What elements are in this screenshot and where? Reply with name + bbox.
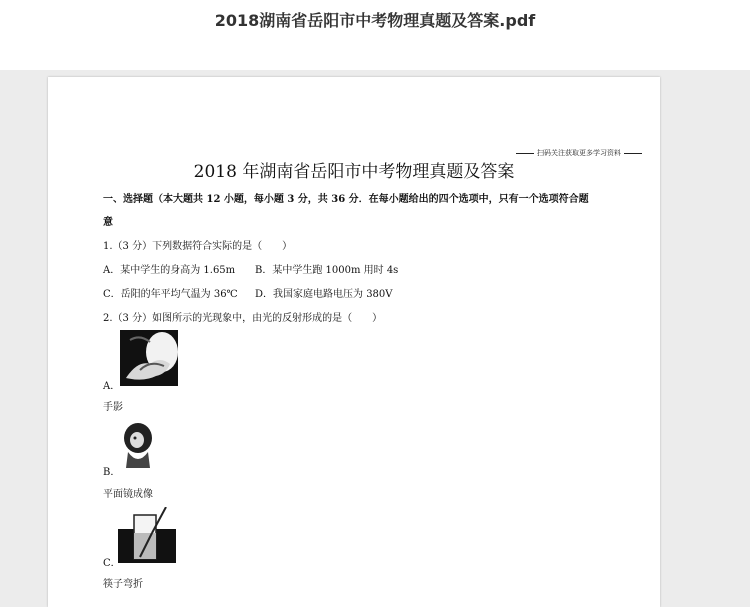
question-2-option-a-letter: A． [103, 381, 121, 392]
question-1-options-cd [103, 285, 393, 300]
qr-note-dash-right [624, 153, 642, 154]
question-2-stem: 2.（3 分）如图所示的光现象中，由光的反射形成的是（ ） [103, 313, 383, 324]
question-2-option-b-letter: B． [103, 467, 121, 478]
title-bar [0, 0, 750, 70]
question-1-options-ab [103, 261, 398, 276]
question-1-option-d: D．我国家庭电路电压为 380V [255, 289, 393, 300]
question-2-option-c-letter: C． [103, 558, 121, 569]
question-2-option-c-caption: 筷子弯折 [103, 579, 143, 590]
question-2-option-a-caption: 手影 [103, 402, 123, 413]
question-1-option-c: C．岳阳的年平均气温为 36℃ [103, 289, 238, 300]
mirror-image [120, 420, 156, 470]
question-1-stem: 1.（3 分）下列数据符合实际的是（ ） [103, 241, 293, 252]
bent-chopstick-image [118, 507, 176, 563]
file-title: 2018湖南省岳阳市中考物理真题及答案.pdf [214, 11, 536, 30]
question-1-option-a: A．某中学生的身高为 1.65m [103, 265, 236, 276]
qr-note-dash-left [516, 153, 534, 154]
section-heading-line1: 一、选择题（本大题共 12 小题，每小题 3 分，共 36 分．在每小题给出的四个选项中，只有一个选项符合题 [103, 194, 589, 205]
section-heading-line2: 意 [103, 217, 113, 228]
question-1-option-b: B．某中学生跑 1000m 用时 4s [255, 265, 399, 276]
qr-note-text: 扫码关注获取更多学习资料 [537, 149, 621, 157]
document-page [48, 77, 660, 607]
document-title: 2018 年湖南省岳阳市中考物理真题及答案 [193, 162, 515, 182]
question-2-option-b-caption: 平面镜成像 [103, 489, 153, 500]
hand-shadow-image [120, 330, 178, 386]
